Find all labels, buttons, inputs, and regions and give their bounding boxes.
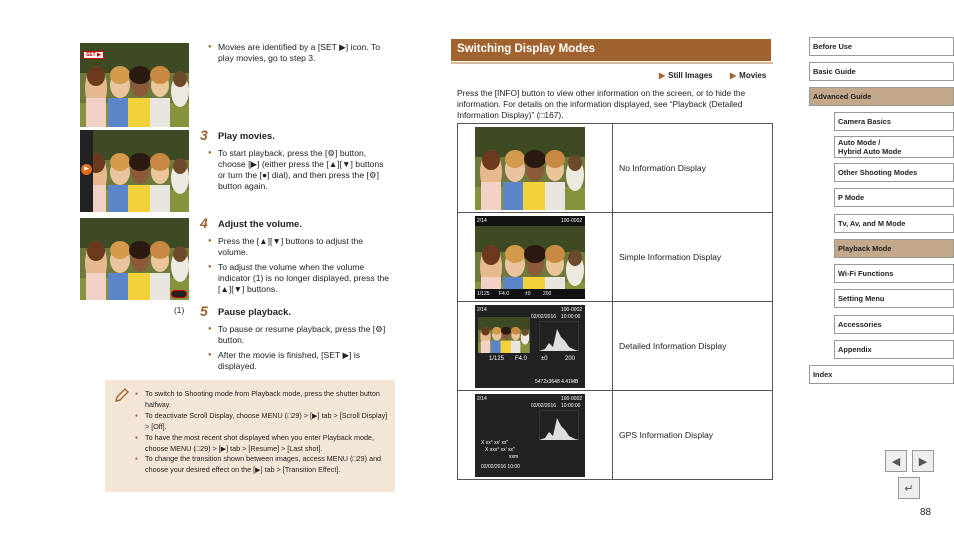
date: 02/02/2016 bbox=[531, 402, 557, 409]
nav-tv-av-m-mode[interactable]: Tv, Av, and M Mode bbox=[834, 214, 954, 233]
return-icon: ↵ bbox=[904, 482, 914, 495]
nav-camera-basics[interactable]: Camera Basics bbox=[834, 112, 954, 131]
display-modes-table bbox=[457, 123, 773, 480]
mode-label: Simple Information Display bbox=[613, 213, 773, 302]
step-title: Adjust the volume. bbox=[218, 218, 302, 229]
exposure-comp: ±0 bbox=[525, 290, 531, 297]
counter: 2/14 bbox=[477, 395, 487, 402]
step-number: 4 bbox=[200, 215, 208, 231]
exposure-comp: ±0 bbox=[541, 355, 548, 362]
nav-index[interactable]: Index bbox=[809, 365, 954, 384]
arrow-left-icon: ◀ bbox=[891, 455, 901, 468]
date: 02/02/2016 bbox=[531, 313, 557, 320]
nav-appendix[interactable]: Appendix bbox=[834, 340, 954, 359]
bullet-volume-2: ● To adjust the volume when the volume indicator (1) is no longer displayed, press the [▲][▼] buttons. bbox=[218, 262, 396, 295]
return-button[interactable] bbox=[898, 477, 920, 499]
iso: 200 bbox=[565, 355, 576, 362]
movie-playback-control-panel bbox=[80, 130, 189, 212]
step-5 bbox=[200, 303, 291, 319]
photo-children-dog bbox=[475, 222, 585, 299]
aperture: F4.0 bbox=[515, 355, 528, 362]
nav-playback-mode[interactable]: Playback Mode bbox=[834, 239, 954, 258]
step-4 bbox=[200, 215, 302, 231]
iso: 200 bbox=[543, 290, 552, 297]
nav-basic-guide[interactable]: Basic Guide bbox=[809, 62, 954, 81]
next-page-button[interactable] bbox=[912, 450, 934, 472]
bullet-volume-1: ● Press the [▲][▼] buttons to adjust the volume. bbox=[218, 236, 388, 258]
volume-indicator-icon bbox=[171, 290, 187, 298]
table-row bbox=[458, 124, 773, 213]
mode-image-cell bbox=[458, 124, 613, 213]
section-intro: Press the [INFO] button to view other information on the screen, or to hide the information. For details on the information displayed, see “Playback (Detailed Information Display)” (□167). bbox=[457, 88, 746, 120]
pencil-note-icon bbox=[113, 386, 129, 404]
screen-detailed-info bbox=[475, 305, 585, 388]
note-item: ● To deactivate Scroll Display, choose MENU (□29) > [▶] tab > [Scroll Display] > [Off]. bbox=[145, 411, 390, 432]
step-title: Pause playback. bbox=[218, 306, 291, 317]
histogram-icon bbox=[539, 410, 579, 440]
nav-setting-menu[interactable]: Setting Menu bbox=[834, 289, 954, 308]
photo-thumbnail bbox=[478, 317, 530, 353]
gps-altitude: xxm bbox=[509, 453, 519, 460]
nav-advanced-guide[interactable]: Advanced Guide bbox=[809, 87, 954, 106]
screen-gps-info bbox=[475, 394, 585, 477]
counter: 2/14 bbox=[477, 217, 487, 224]
step-number: 3 bbox=[200, 127, 208, 143]
nav-other-shooting-modes[interactable]: Other Shooting Modes bbox=[834, 163, 954, 182]
bullet-pause-2: ● After the movie is finished, [SET ▶] is displayed. bbox=[218, 350, 393, 372]
nav-label-line2: Hybrid Auto Mode bbox=[838, 146, 902, 156]
table-row bbox=[458, 391, 773, 480]
table-row bbox=[458, 302, 773, 391]
photo-children-dog bbox=[80, 218, 189, 300]
bullet-pause-1: ● To pause or resume playback, press the [⚙] button. bbox=[218, 324, 393, 346]
photo-children-dog bbox=[80, 130, 189, 212]
photo-children-dog bbox=[475, 127, 585, 210]
nav-accessories[interactable]: Accessories bbox=[834, 315, 954, 334]
tag-still-images: ▶ Still Images bbox=[659, 71, 713, 80]
nav-auto-mode[interactable] bbox=[834, 136, 954, 158]
gps-longitude: X xxx° xx' xx" bbox=[485, 446, 515, 453]
mode-image-cell bbox=[458, 391, 613, 480]
time: 10:00:00 bbox=[561, 402, 581, 409]
arrow-right-icon: ▶ bbox=[918, 455, 928, 468]
aperture: F4.0 bbox=[499, 290, 510, 297]
step-3 bbox=[200, 127, 275, 143]
note-item: ● To change the transition shown between images, access MENU (□29) and choose your desired effect on the [▶] tab > [Transition Effect]. bbox=[145, 454, 390, 475]
mode-label: GPS Information Display bbox=[613, 391, 773, 480]
file-number: 100-0002 bbox=[561, 306, 583, 313]
play-selected-icon: ▶ bbox=[81, 164, 92, 175]
shutter-speed: 1/125 bbox=[477, 290, 490, 297]
file-number: 100-0002 bbox=[561, 217, 583, 224]
gps-latitude: X xx° xx' xx" bbox=[481, 439, 509, 446]
tag-movies: ▶ Movies bbox=[730, 71, 766, 80]
nav-before-use[interactable]: Before Use bbox=[809, 37, 954, 56]
counter: 2/14 bbox=[477, 306, 487, 313]
page-number: 88 bbox=[920, 507, 932, 518]
nav-label-line1: Auto Mode / bbox=[838, 138, 881, 147]
mode-image-cell bbox=[458, 302, 613, 391]
image-size: 5472x3648 4.41MB bbox=[535, 378, 579, 385]
screen-no-info bbox=[475, 127, 585, 210]
movie-volume-screen bbox=[80, 218, 189, 300]
mode-image-cell bbox=[458, 213, 613, 302]
gps-date: 02/02/2016 10:00 bbox=[481, 463, 520, 470]
movie-thumbnail-1 bbox=[80, 43, 189, 127]
shutter-speed: 1/125 bbox=[489, 355, 505, 362]
mode-label: Detailed Information Display bbox=[613, 302, 773, 391]
note-box bbox=[105, 380, 395, 492]
screen-simple-info bbox=[475, 216, 585, 299]
prev-page-button[interactable] bbox=[885, 450, 907, 472]
note-item: ● To switch to Shooting mode from Playback mode, press the shutter button halfway. bbox=[145, 389, 395, 410]
nav-wifi-functions[interactable]: Wi-Fi Functions bbox=[834, 264, 954, 283]
step-title: Play movies. bbox=[218, 130, 275, 141]
histogram-icon bbox=[539, 321, 579, 351]
table-row bbox=[458, 213, 773, 302]
note-item: ● To have the most recent shot displayed when you enter Playback mode, choose MENU (□29) > [▶] tab > [Resume] > [Last shot]. bbox=[145, 433, 390, 454]
section-title: Switching Display Modes bbox=[451, 39, 771, 61]
step-number: 5 bbox=[200, 303, 208, 319]
bullet-movies-icon: ● Movies are identified by a [SET ▶] icon. To play movies, go to step 3. bbox=[218, 42, 398, 64]
callout-1: (1) bbox=[174, 305, 185, 315]
file-number: 100-0002 bbox=[561, 395, 583, 402]
mode-label: No Information Display bbox=[613, 124, 773, 213]
set-play-icon: SET ▶ bbox=[83, 51, 104, 59]
bullet-play-movies: ● To start playback, press the [⚙] button, choose [▶] (either press the [▲][▼] buttons or turn the [●] dial), and then press the [⚙] button again. bbox=[218, 148, 386, 192]
nav-p-mode[interactable]: P Mode bbox=[834, 188, 954, 207]
time: 10:00:00 bbox=[561, 313, 581, 320]
